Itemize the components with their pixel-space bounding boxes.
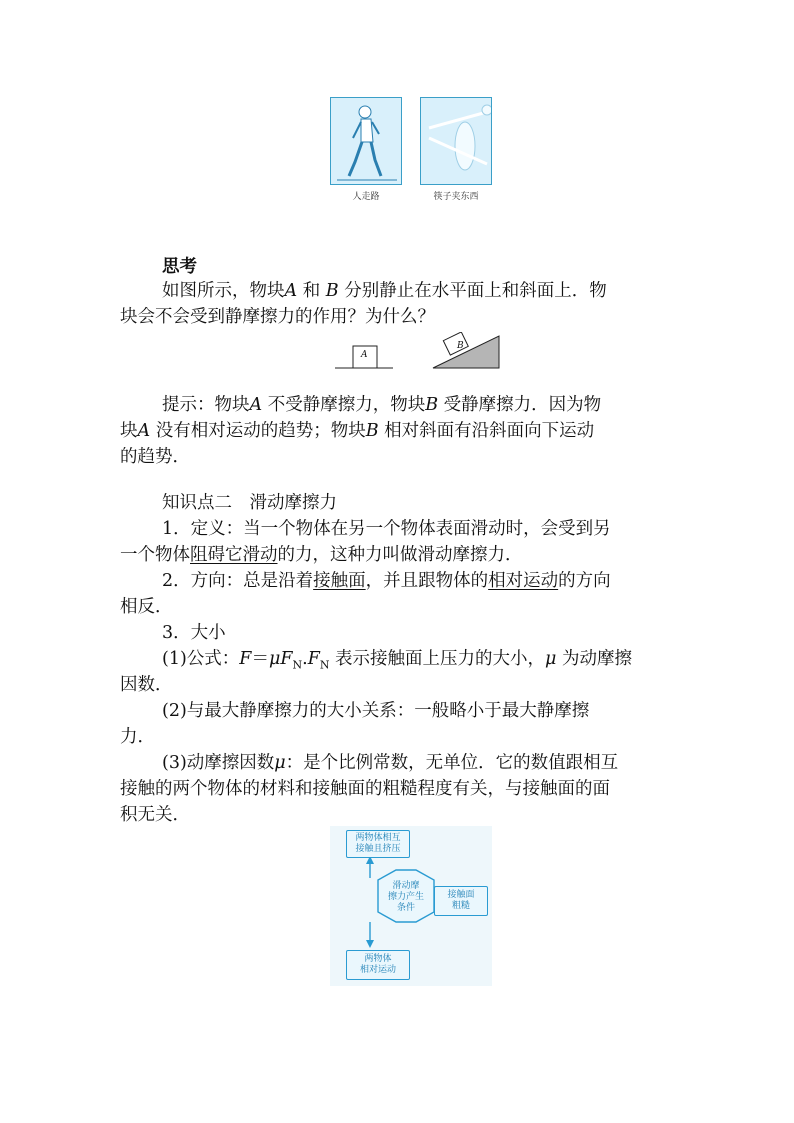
- walking-caption: 人走路: [352, 192, 380, 202]
- think-question-line1: 如图所示，物块A 和 B 分别静止在水平面上和斜面上．物: [162, 281, 607, 301]
- center-node: 滑动摩 擦力产生 条件: [387, 880, 424, 913]
- think-question-line2: 块会不会受到静摩擦力的作用？为什么？: [120, 307, 435, 327]
- formula-line2: 因数．: [120, 675, 173, 695]
- block-b-label: B: [457, 341, 464, 351]
- var-b: B: [325, 281, 339, 301]
- dir-line1: 2．方向：总是沿着接触面，并且跟物体的相对运动的方向: [162, 571, 611, 591]
- hint-line2: 块A 没有相对运动的趋势；物块B 相对斜面有沿斜面向下运动: [120, 421, 595, 441]
- dir-line2: 相反．: [120, 597, 173, 617]
- formula-line: (1)公式：$F=\mu F_N.F_N$ 表示接触面上压力的大小，μ 为动摩擦: [162, 649, 632, 672]
- hint-line3: 的趋势．: [120, 447, 190, 467]
- block-b: [443, 332, 468, 355]
- bottom-node: 两物体 相对运动: [346, 950, 410, 980]
- arrow-down-icon: [366, 940, 374, 948]
- walking-person-icon: [331, 98, 402, 185]
- def-line1: 1．定义：当一个物体在另一个物体表面滑动时，会受到另: [162, 519, 611, 539]
- section2-heading: 知识点二 滑动摩擦力: [162, 493, 337, 513]
- def-line2: 一个物体阻碍它滑动的力，这种力叫做滑动摩擦力．: [120, 545, 523, 565]
- friction-conditions-diagram: [330, 826, 492, 986]
- relation-line2: 力．: [120, 727, 155, 747]
- coef-line1: (3)动摩擦因数μ：是个比例常数，无单位．它的数值跟相互: [162, 753, 619, 773]
- size-heading: 3．大小: [162, 623, 226, 643]
- walking-figure: [330, 97, 402, 185]
- top-node: 两物体相互 接触且挤压: [346, 830, 410, 858]
- right-node: 接触面 粗糙: [434, 886, 488, 916]
- coef-line2: 接触的两个物体的材料和接触面的粗糙程度有关，与接触面的面: [120, 779, 610, 799]
- relation-line1: (2)与最大静摩擦力的大小关系：一般略小于最大静摩擦: [162, 701, 590, 721]
- block-a-label: A: [361, 350, 368, 360]
- chopsticks-caption: 筷子夹东西: [433, 192, 479, 202]
- chopsticks-figure: [420, 97, 492, 185]
- var-a: A: [284, 281, 298, 301]
- coef-line3: 积无关．: [120, 805, 190, 825]
- hint-line1: 提示：物块A 不受静摩擦力，物块B 受静摩擦力．因为物: [162, 395, 602, 415]
- chopsticks-icon: [421, 98, 492, 185]
- think-heading: 思考: [162, 257, 197, 277]
